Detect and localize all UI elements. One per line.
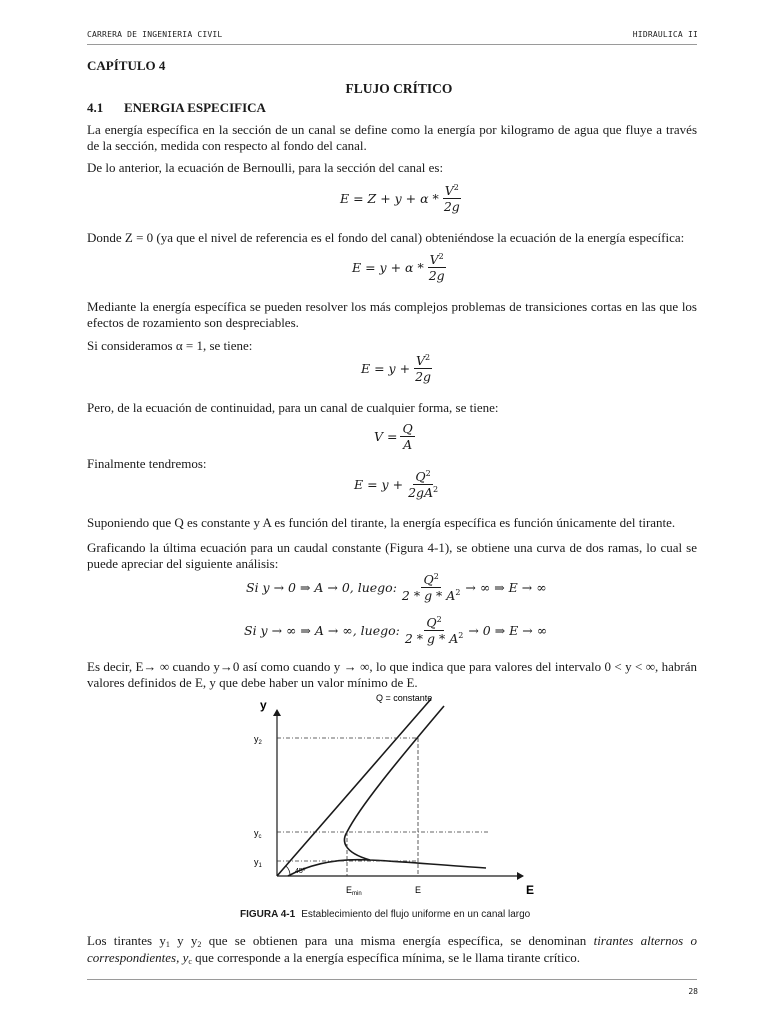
x-axis-label: E [526, 883, 535, 897]
eq1-lhs: E = Z + y + α * [340, 191, 439, 206]
eq5-den: 2gA [408, 485, 434, 500]
eq1-exp: 2 [453, 183, 459, 192]
curve-label: Q = constante [376, 693, 433, 703]
eq6-exp: 2 [433, 572, 439, 581]
y1-label: $y_1$ [254, 857, 262, 869]
eq6-den-exp: 2 [455, 588, 461, 597]
caption-text: Establecimiento del flujo uniforme en un canal largo [301, 909, 531, 920]
eq7-exp: 2 [436, 615, 442, 624]
eq3-exp: 2 [425, 353, 431, 362]
equation-y-zero [246, 573, 547, 602]
paragraph-bernoulli: De lo anterior, la ecuación de Bernoulli, para la sección del canal es: [87, 160, 444, 175]
eq2-lhs: E = y + α * [352, 260, 424, 275]
figure-caption [240, 909, 530, 920]
eq2-den: 2g [428, 268, 445, 283]
eq4-den: A [403, 437, 413, 452]
paragraph-continuity: Pero, de la ecuación de continuidad, para un canal de cualquier forma, se tiene: [87, 400, 499, 415]
eq7-rhs: → 0 ⇒ E → ∞ [468, 623, 548, 638]
eq6-rhs: → ∞ ⇒ E → ∞ [465, 580, 547, 595]
page-number: 28 [688, 987, 698, 996]
energy-curve [288, 706, 486, 876]
eq3-num: V [415, 353, 426, 368]
eq6-lhs: Si y → 0 ⇒ A → 0, luego: [246, 580, 397, 595]
footer-rule [87, 979, 697, 980]
eq5-exp: 2 [425, 469, 431, 478]
eq2-num: V [429, 252, 439, 267]
paragraph-z-zero: Donde Z = 0 (ya que el nivel de referencia es el fondo del canal) obteniéndose la ecuación de la energía específica: [87, 230, 685, 245]
eq5-den-exp: 2 [433, 485, 439, 494]
eq4-num: Q [402, 421, 413, 436]
header-left: CARRERA DE INGENIERIA CIVIL [87, 30, 223, 39]
eq5-lhs: E = y + [354, 477, 404, 492]
eq7-den-exp: 2 [458, 631, 464, 640]
caption-label: FIGURA 4-1 [240, 909, 296, 920]
equation-bernoulli [340, 184, 465, 213]
section-title: ENERGIA ESPECIFICA [124, 100, 266, 115]
equation-alpha-one [361, 354, 436, 383]
paragraph-graph: Graficando la última ecuación para un caudal constante (Figura 4-1), se obtiene una curva de dos ramas, lo cual se puede apreciar del siguiente análisis: [87, 540, 697, 571]
header-rule [87, 44, 697, 45]
chapter-title: FLUJO CRÍTICO [345, 81, 453, 96]
eq7-den: 2 * g * A [404, 631, 459, 646]
paragraph-alternate-depths: Los tirantes $y_1$ y $y_2$ que se obtienen para una misma energía específica, se denominan tirantes alternos o correspondientes, $y_c$ que corresponde a la energía específica mínima, se le llama tirante crítico. [87, 933, 697, 966]
y2-label: $y_2$ [254, 734, 262, 746]
figure-specific-energy-curve [240, 688, 540, 903]
eq7-num: Q [426, 615, 437, 630]
paragraph-finally: Finalmente tendremos: [87, 456, 207, 471]
paragraph-alpha: Si consideramos α = 1, se tiene: [87, 338, 253, 353]
yc-label: $y_c$ [254, 828, 262, 840]
paragraph-conclusion: Es decir, E→ ∞ cuando y→0 así como cuando y → ∞, lo que indica que para valores del intervalo 0 < y < ∞, habrán valores definidos de E, y que debe haber un valor mínimo de E. [87, 659, 697, 690]
section-number: 4.1 [87, 100, 104, 115]
chapter-label: CAPÍTULO 4 [87, 58, 166, 73]
eq6-num: Q [423, 572, 434, 587]
eq2-exp: 2 [438, 252, 444, 261]
eq6-den: 2 * g * A [401, 588, 456, 603]
paragraph-assumption: Suponiendo que Q es constante y A es función del tirante, la energía específica es función únicamente del tirante. [87, 515, 676, 530]
eq3-den: 2g [415, 369, 432, 384]
emin-label: $E_{min}$ [346, 885, 362, 897]
paragraph-transitions: Mediante la energía específica se pueden resolver los más complejos problemas de transiciones cortas en las que los efectos de rozamiento son despreciables. [87, 299, 697, 330]
eq4-lhs: V = [374, 429, 398, 444]
e-tick-label: E [415, 885, 422, 895]
forty-five-line [277, 699, 431, 876]
eq3-lhs: E = y + [361, 361, 411, 376]
equation-specific-energy [352, 253, 450, 282]
header-right: HIDRAULICA II [632, 30, 698, 39]
eq1-den: 2g [443, 199, 460, 214]
equation-final [354, 470, 443, 499]
equation-y-infinity [244, 616, 547, 645]
eq1-num: V [444, 183, 454, 198]
y-axis-label: y [260, 698, 267, 712]
equation-velocity [374, 422, 418, 451]
angle-label: 45º [295, 868, 306, 875]
eq7-lhs: Si y → ∞ ⇒ A → ∞, luego: [244, 623, 400, 638]
eq5-num: Q [415, 469, 426, 484]
paragraph-definition: La energía específica en la sección de un canal se define como la energía por kilogramo de agua que fluye a través de la sección, medida con respecto al fondo del canal. [87, 122, 697, 153]
